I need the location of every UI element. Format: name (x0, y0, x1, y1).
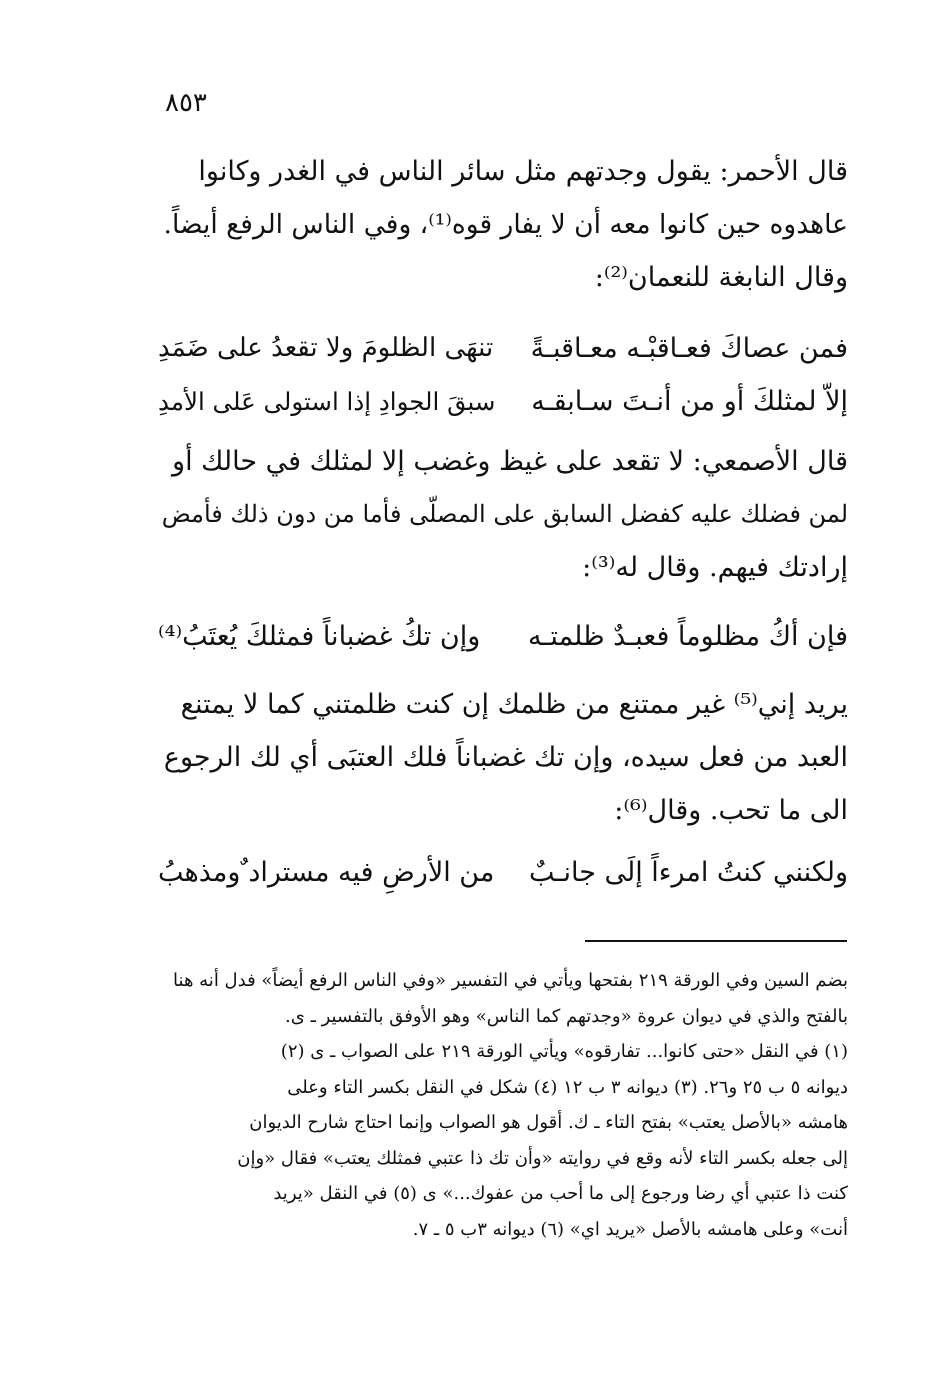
verse-second-hemistich: من الأرضِ فيه مستراد ٌومذهبُ (158, 857, 495, 888)
footnote-line: ديوانه ٥ ب ٢٥ و٢٦. (٣) ديوانه ٣ ب ١٢ (٤) شكل في النقل بكسر التاء وعلى (287, 1076, 848, 1098)
text-line: لمن فضلك عليه كفضل السابق على المصلّى فأما من دون ذلك فأمض (161, 500, 848, 528)
verse-first-hemistich: إلاّ لمثلكَ أو من أنـتَ سـابقـه (531, 386, 848, 417)
page-number: ٨٥٣ (165, 88, 207, 118)
paragraph-1 (158, 145, 848, 304)
text-line: الى ما تحب. وقال⁽⁶⁾: (614, 795, 848, 826)
verse-first-hemistich: ولكنني كنتُ امرءاً إلَى جانـبٌ (529, 857, 848, 888)
paragraph-3 (158, 678, 848, 837)
footnote-line: أنت» وعلى هامشه بالأصل «يريد اي» (٦) ديوانه ٣ب ٥ ـ ٧. (412, 1218, 848, 1240)
text-line: قال الأصمعي: لا تقعد على غيظ وغضب إلا لمثلك في حالك أو (172, 446, 848, 477)
verse-second-hemistich: تنهَى الظلومَ ولا تقعدُ على ضَمَدِ (158, 333, 494, 363)
footnote-line: هامشه «بالأصل يعتب» بفتح التاء ـ ك. أقول هو الصواب وإنما احتاج شارح الديوان (249, 1112, 848, 1133)
footnote-line: كنت ذا عتبي أي رضا ورجوع إلى ما أحب من عفوك...» ى (٥) في النقل «يريد (273, 1183, 848, 1204)
verse-line (158, 322, 848, 375)
footnote-line: إلى جعله بكسر التاء لأنه وقع في روايته «وأن تك ذا عتبي فمثلك يعتب» فقال «وإن (237, 1147, 848, 1169)
verse-first-hemistich: فإن أكُ مظلوماً فعبـدٌ ظلمتـه (528, 621, 848, 652)
text-line: قال الأحمر: يقول وجدتهم مثل سائر الناس في الغدر وكانوا (198, 156, 848, 187)
verse-first-hemistich: فمن عصاكَ فعـاقبْـه معـاقبـةً (530, 333, 848, 364)
footnote-line: (١) في النقل «حتى كانوا... تفارقوه» ويأتي الورقة ٢١٩ على الصواب ـ ى (٢) (280, 1041, 848, 1062)
footnote-line: بضم السين وفي الورقة ٢١٩ بفتحها ويأتي في التفسير «وفي الناس الرفع أيضاً» فدل أنه هنا (173, 970, 848, 991)
text-line: إرادتك فيهم. وقال له⁽³⁾: (582, 552, 848, 583)
verse-3 (158, 846, 848, 899)
footnotes (160, 963, 848, 1247)
text-line: وقال النابغة للنعمان⁽²⁾: (594, 262, 848, 293)
verse-line (158, 610, 848, 663)
verse-line (158, 846, 848, 899)
verse-2 (158, 610, 848, 663)
verse-line (158, 375, 848, 428)
verse-1 (158, 322, 848, 428)
text-line: العبد من فعل سيده، وإن تك غضباناً فلك العتبَى أي لك الرجوع (163, 742, 848, 773)
paragraph-2 (158, 435, 848, 594)
text-line: يريد إني⁽⁵⁾ غير ممتنع من ظلمك إن كنت ظلمتني كما لا يمتنع (180, 689, 848, 720)
footnote-separator (585, 940, 847, 942)
verse-second-hemistich: وإن تكُ غضباناً فمثلكَ يُعتَبُ⁽⁴⁾ (158, 621, 481, 652)
text-line: عاهدوه حين كانوا معه أن لا يفار قوه⁽¹⁾، وفي الناس الرفع أيضاً. (163, 209, 848, 240)
verse-second-hemistich: سبقَ الجوادِ إذا استولى عَلى الأمدِ (158, 387, 496, 416)
footnote-line: بالفتح والذي في ديوان عروة «وجدتهم كما الناس» وهو الأوفق بالتفسير ـ ى. (285, 1005, 848, 1027)
